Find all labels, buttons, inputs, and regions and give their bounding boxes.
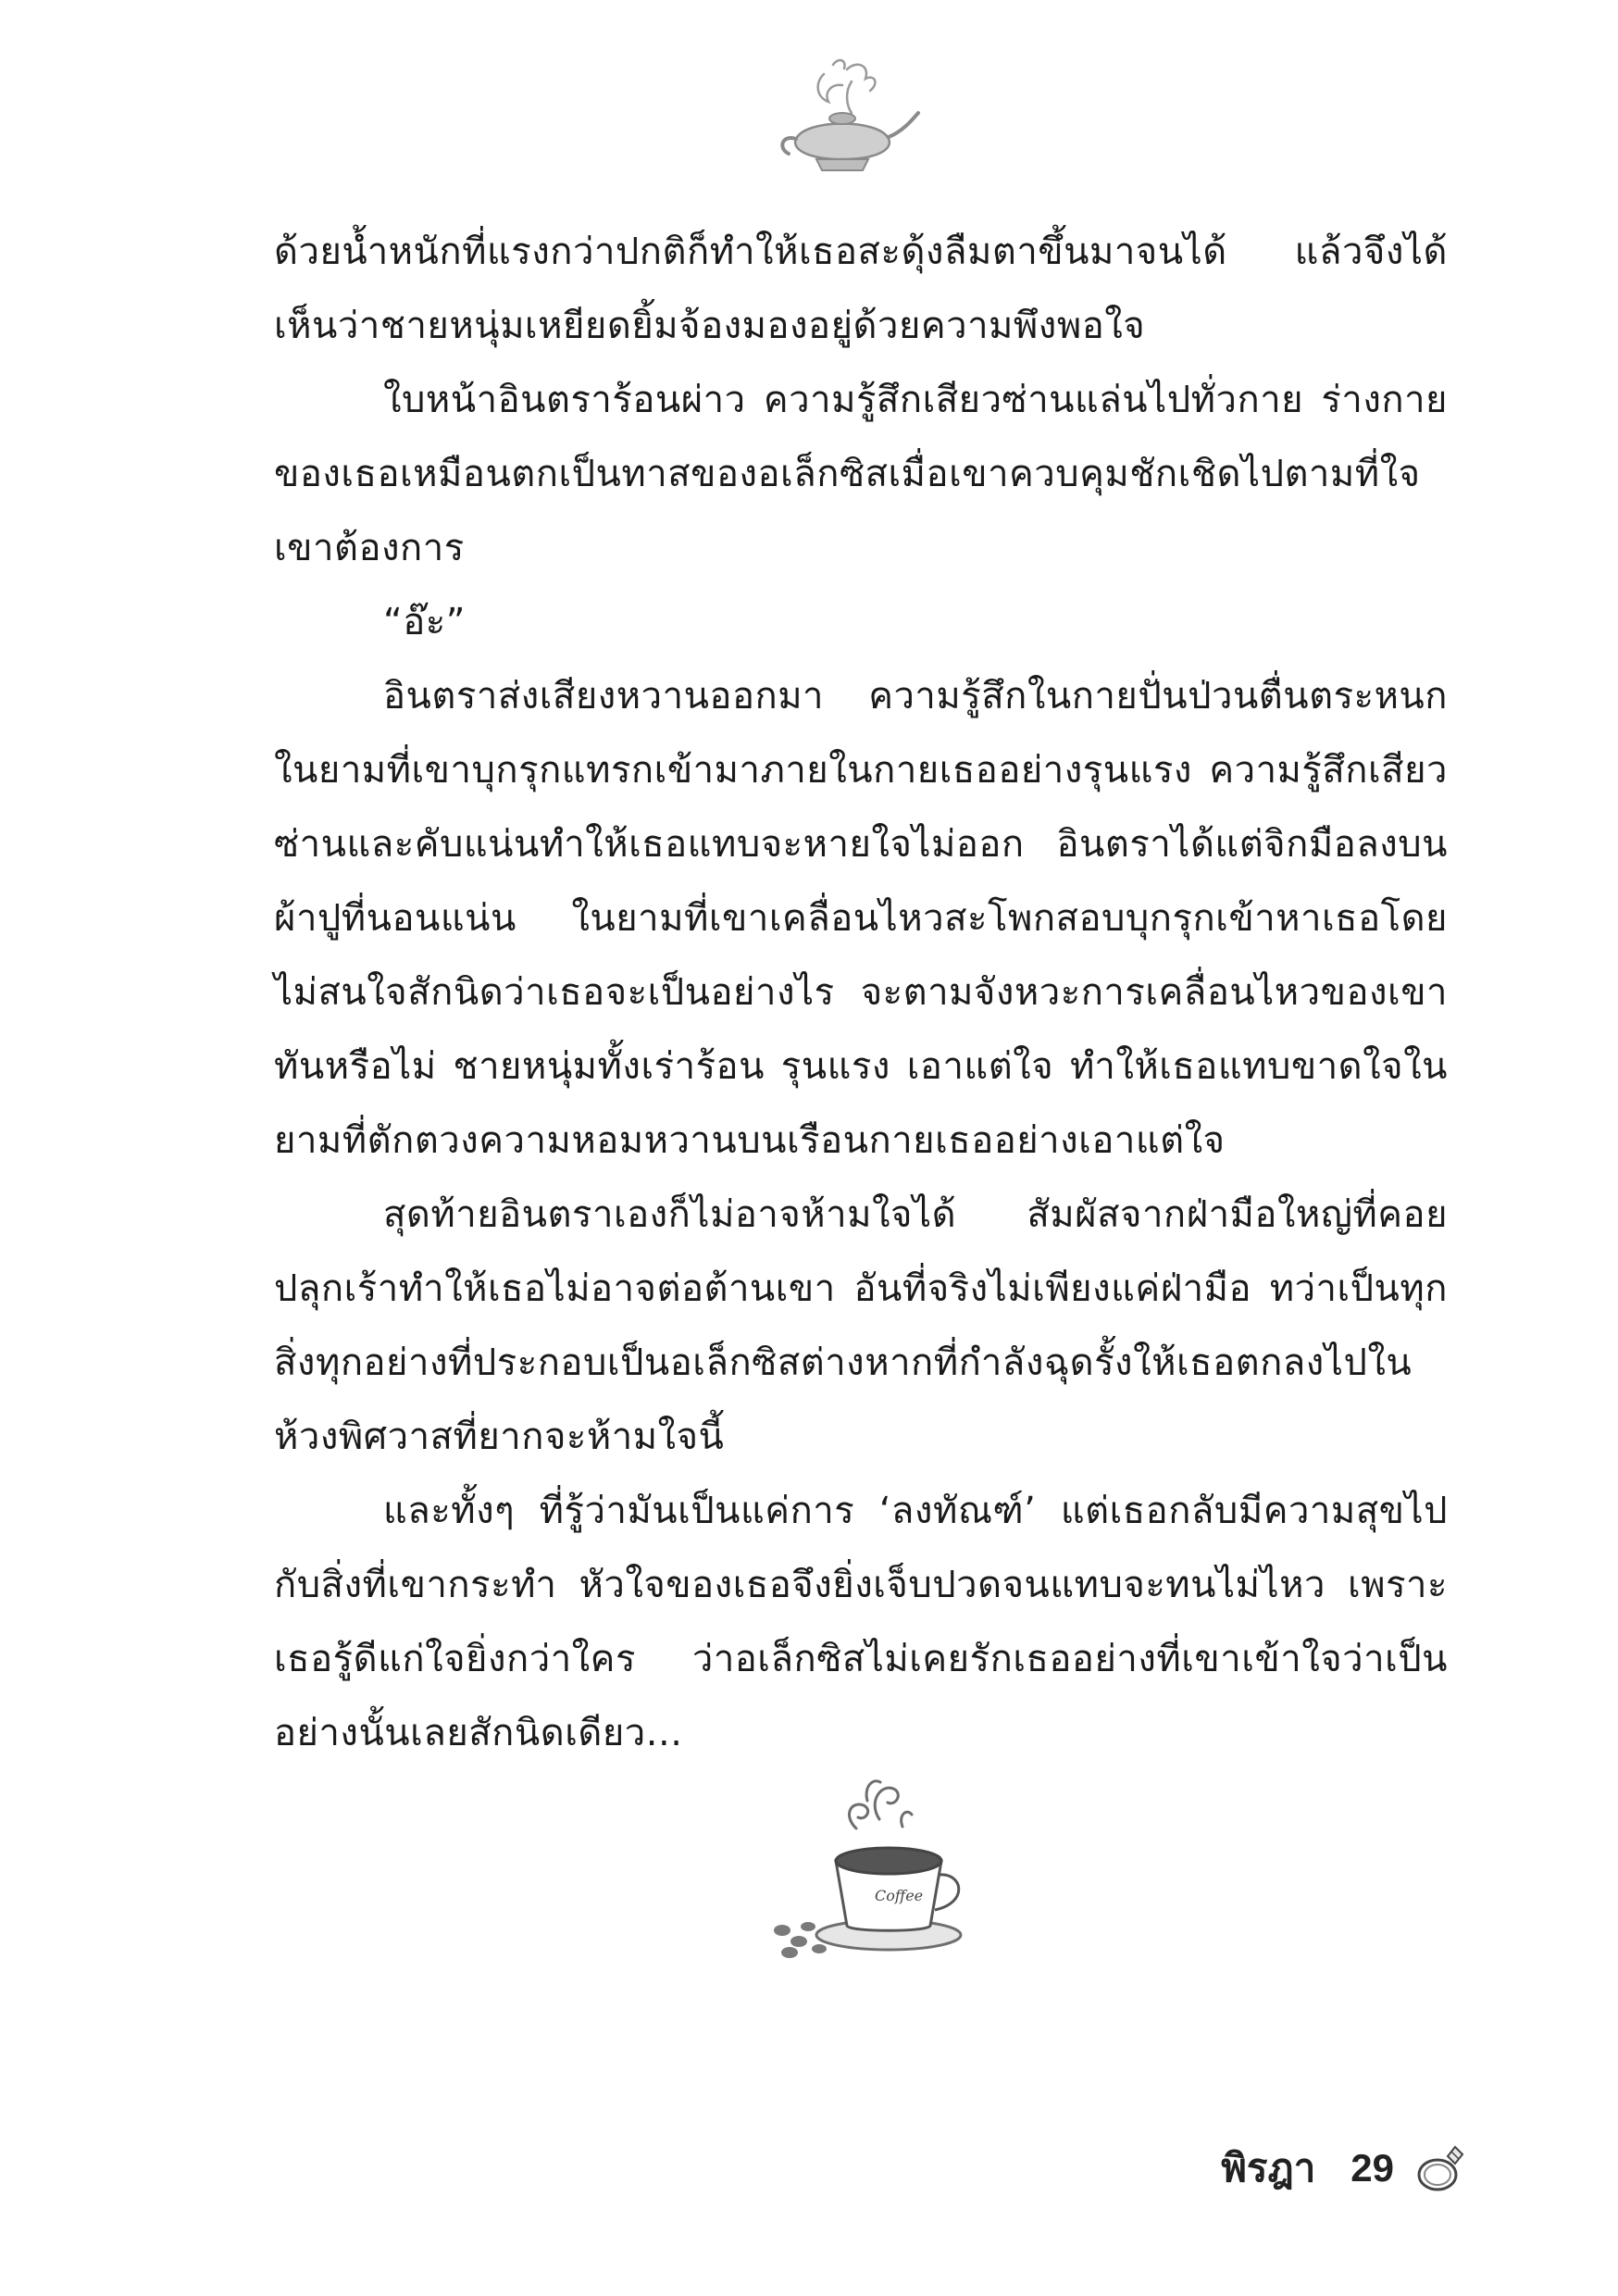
dialogue-line: “อ๊ะ”: [383, 601, 466, 643]
coffee-cup-icon: [764, 1764, 977, 1963]
paragraph: ด้วยน้ำหนักที่แรงกว่าปกติก็ทำให้เธอสะดุ้งลืมตาขึ้นมาจนได้ แล้วจึงได้เห็นว่าชายหนุ่มเหยียดยิ้มจ้องมองอยู่ด้วยความพึงพอใจ: [274, 231, 1448, 347]
page-footer: [1221, 2139, 1470, 2198]
magic-lamp-icon: [759, 56, 926, 185]
paragraph: ใบหน้าอินตราร้อนผ่าว ความรู้สึกเสียวซ่านแล่นไปทั่วกาย ร่างกายของเธอเหมือนตกเป็นทาสของอเล็กซิสเมื่อเขาควบคุมชักเชิดไปตามที่ใจเขาต้องการ: [274, 379, 1448, 569]
coffee-cup-lettering: Coffee: [875, 1887, 924, 1904]
story-text: [274, 215, 1448, 1770]
paragraph: อินตราส่งเสียงหวานออกมา ความรู้สึกในกายปั่นป่วนตื่นตระหนกในยามที่เขาบุกรุกแทรกเข้ามาภายในกายเธออย่างรุนแรง ความรู้สึกเสียวซ่านและคับแน่นทำให้เธอแทบจะหายใจไม่ออก อินตราได้แต่จิกมือลงบนผ้าปูที่นอนแน่น ในยามที่เขาเคลื่อนไหวสะโพกสอบบุกรุกเข้าหาเธอโดยไม่สนใจสักนิดว่าเธอจะเป็นอย่างไร จะตามจังหวะการเคลื่อนไหวของเขาทันหรือไม่ ชายหนุ่มทั้งเร่าร้อน รุนแรง เอาแต่ใจ ทำให้เธอแทบขาดใจในยามที่ตักตวงความหอมหวานบนเรือนกายเธออย่างเอาแต่ใจ: [274, 675, 1448, 1162]
ring-icon: [1413, 2140, 1470, 2197]
author-name: พิรฎา: [1221, 2146, 1316, 2190]
paragraph: และทั้งๆ ที่รู้ว่ามันเป็นแค่การ ‘ลงทัณฑ์’ แต่เธอกลับมีความสุขไปกับสิ่งที่เขากระทำ หัวใจของเธอจึงยิ่งเจ็บปวดจนแทบจะทนไม่ไหว เพราะเธอรู้ดีแก่ใจยิ่งกว่าใคร ว่าอเล็กซิสไม่เคยรักเธออย่างที่เขาเข้าใจว่าเป็นอย่างนั้นเลยสักนิดเดียว...: [274, 1490, 1448, 1754]
page-number: 29: [1350, 2146, 1394, 2190]
paragraph: สุดท้ายอินตราเองก็ไม่อาจห้ามใจได้ สัมผัสจากฝ่ามือใหญ่ที่คอยปลุกเร้าทำให้เธอไม่อาจต่อต้านเขา อันที่จริงไม่เพียงแค่ฝ่ามือ ทว่าเป็นทุกสิ่งทุกอย่างที่ประกอบเป็นอเล็กซิสต่างหากที่กำลังฉุดรั้งให้เธอตกลงไปในห้วงพิศวาสที่ยากจะห้ามใจนี้: [274, 1193, 1448, 1458]
